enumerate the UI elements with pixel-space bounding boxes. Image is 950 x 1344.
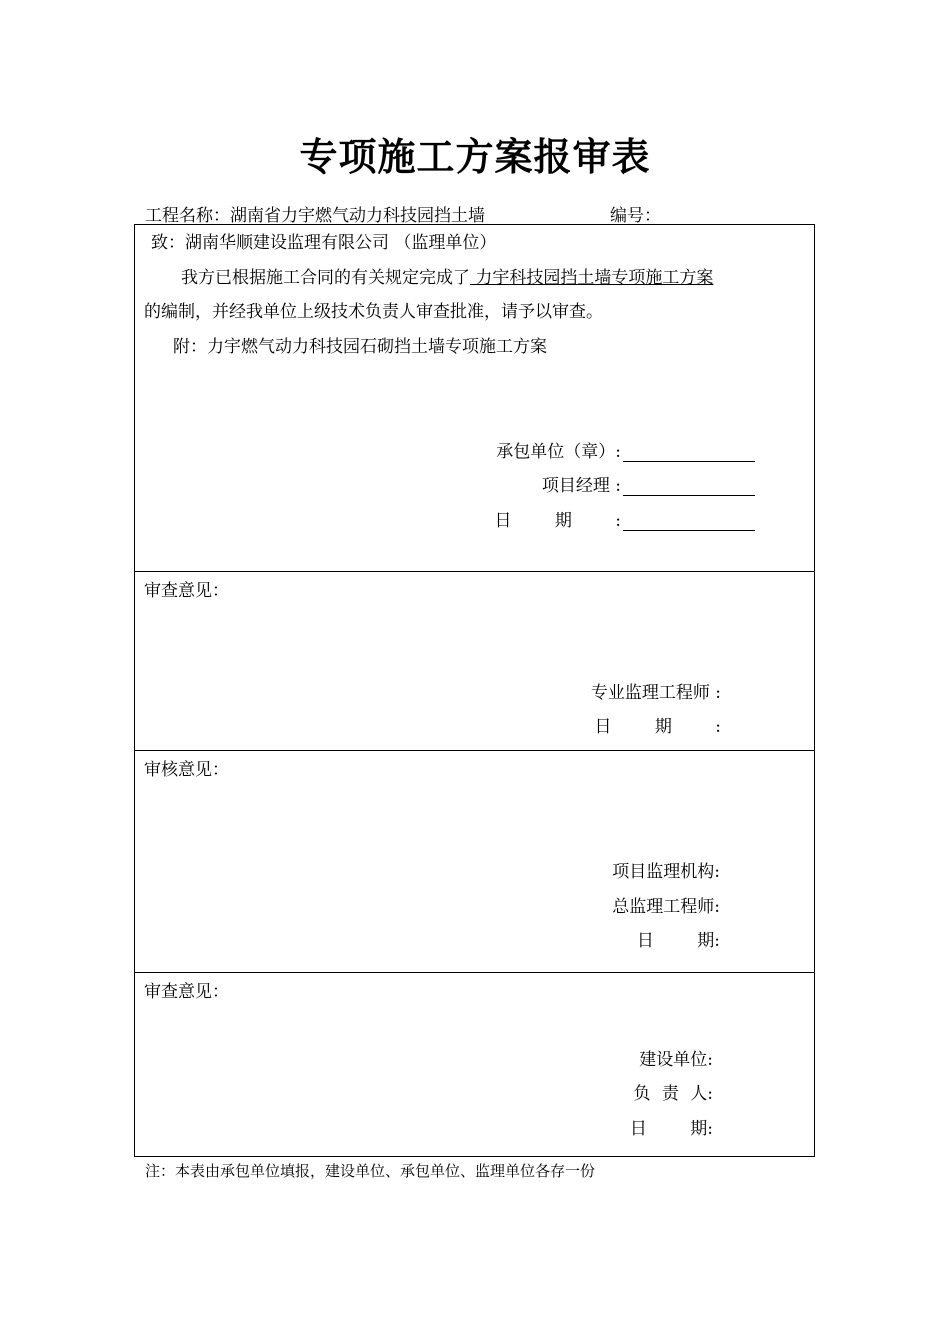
plan-name-underlined: 力宇科技园挡土墙专项施工方案	[470, 268, 714, 288]
owner-section	[135, 973, 814, 1156]
engineer-label: 专业监理工程师 :	[590, 683, 721, 703]
submission-date-row	[494, 506, 755, 531]
submission-section	[135, 225, 814, 572]
addressee-line: 致：湖南华顺建设监理有限公司 （监理单位）	[151, 233, 497, 253]
submission-body-line1	[181, 263, 713, 288]
review-heading: 审查意见：	[144, 581, 229, 601]
contractor-signature-row	[496, 437, 755, 462]
submission-date-line[interactable]	[623, 512, 755, 531]
manager-signature-line[interactable]	[623, 477, 755, 496]
manager-label: 项目经理 :	[541, 476, 621, 496]
submission-body-prefix: 我方已根据施工合同的有关规定完成了	[181, 268, 470, 288]
audit-section	[135, 751, 814, 973]
review-date-label: 日 期 :	[594, 717, 721, 737]
manager-signature-row	[542, 471, 755, 496]
submission-date-label: 日 期 :	[494, 511, 621, 531]
owner-date-label: 日 期:	[629, 1119, 713, 1139]
page-title: 专项施工方案报审表	[299, 134, 651, 179]
owner-unit-label: 建设单位:	[639, 1050, 713, 1070]
project-name-label: 工程名称：湖南省力宇燃气动力科技园挡土墙	[145, 206, 485, 226]
approval-form-table	[134, 224, 815, 1157]
review-section	[135, 572, 814, 751]
attachment-line: 附：力宇燃气动力科技园石砌挡土墙专项施工方案	[173, 337, 547, 357]
contractor-label: 承包单位（章）:	[496, 442, 621, 462]
audit-date-label: 日 期:	[636, 931, 720, 951]
owner-heading: 审查意见：	[144, 982, 229, 1002]
footnote: 注：本表由承包单位填报，建设单位、承包单位、监理单位各存一份	[145, 1162, 596, 1180]
submission-body-line2: 的编制，并经我单位上级技术负责人审查批准，请予以审查。	[144, 302, 603, 322]
chief-engineer-label: 总监理工程师:	[612, 897, 720, 917]
audit-heading: 审核意见：	[144, 760, 229, 780]
form-number-label: 编号：	[610, 206, 661, 226]
contractor-signature-line[interactable]	[623, 443, 755, 462]
responsible-person-label: 负 责 人:	[633, 1084, 713, 1104]
supervision-org-label: 项目监理机构:	[612, 862, 720, 882]
